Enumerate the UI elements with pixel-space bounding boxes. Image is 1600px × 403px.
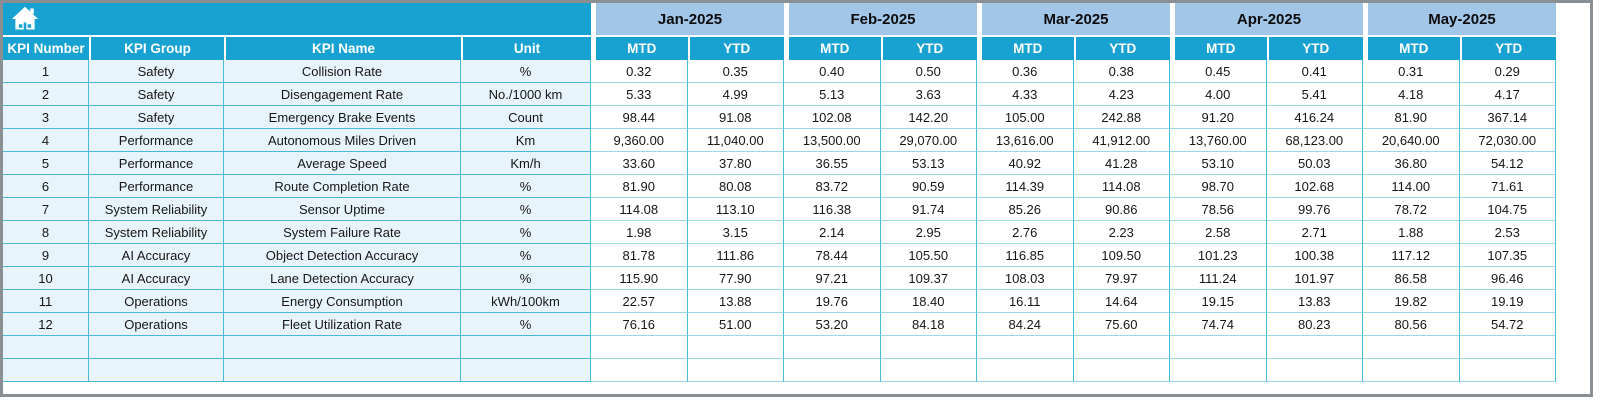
kpi-unit-cell[interactable]: % [461, 244, 591, 267]
value-cell[interactable]: 13,500.00 [784, 129, 881, 152]
kpi-number-header[interactable]: KPI Number [3, 37, 89, 60]
table-row [3, 221, 1556, 244]
value-cell[interactable]: 107.35 [1460, 244, 1557, 267]
corner-header-cell [3, 3, 591, 37]
value-cell[interactable] [784, 336, 881, 359]
kpi-group-cell[interactable]: Performance [89, 129, 224, 152]
value-cell[interactable]: 36.80 [1363, 152, 1460, 175]
value-cell[interactable]: 2.95 [881, 221, 978, 244]
kpi-group-cell[interactable]: Safety [89, 60, 224, 83]
kpi-name-cell[interactable]: Collision Rate [224, 60, 461, 83]
value-cell[interactable]: 13,760.00 [1170, 129, 1267, 152]
value-cell[interactable]: 0.41 [1267, 60, 1364, 83]
kpi-name-header[interactable]: KPI Name [224, 37, 461, 60]
value-cell[interactable]: 74.74 [1170, 313, 1267, 336]
kpi-group-cell[interactable] [89, 359, 224, 382]
mtd-header[interactable]: MTD [784, 37, 881, 60]
value-cell[interactable]: 68,123.00 [1267, 129, 1364, 152]
ytd-header[interactable]: YTD [688, 37, 785, 60]
kpi-group-header[interactable]: KPI Group [89, 37, 224, 60]
value-cell[interactable]: 142.20 [881, 106, 978, 129]
value-cell[interactable]: 97.21 [784, 267, 881, 290]
kpi-group-cell[interactable]: System Reliability [89, 198, 224, 221]
value-cell[interactable] [977, 336, 1074, 359]
kpi-name-cell[interactable]: Fleet Utilization Rate [224, 313, 461, 336]
value-cell[interactable]: 99.76 [1267, 198, 1364, 221]
value-cell[interactable] [591, 359, 688, 382]
value-cell[interactable]: 0.50 [881, 60, 978, 83]
value-cell[interactable]: 1.88 [1363, 221, 1460, 244]
kpi-name-cell[interactable]: Autonomous Miles Driven [224, 129, 461, 152]
value-cell[interactable]: 76.16 [591, 313, 688, 336]
value-cell[interactable]: 91.20 [1170, 106, 1267, 129]
kpi-name-cell[interactable]: Disengagement Rate [224, 83, 461, 106]
kpi-unit-cell[interactable]: kWh/100km [461, 290, 591, 313]
value-cell[interactable]: 109.37 [881, 267, 978, 290]
value-cell[interactable]: 40.92 [977, 152, 1074, 175]
value-cell[interactable]: 102.08 [784, 106, 881, 129]
value-cell[interactable]: 72,030.00 [1460, 129, 1557, 152]
mtd-header[interactable]: MTD [977, 37, 1074, 60]
value-cell[interactable]: 100.38 [1267, 244, 1364, 267]
value-cell[interactable] [881, 359, 978, 382]
value-cell[interactable]: 22.57 [591, 290, 688, 313]
value-cell[interactable]: 81.90 [1363, 106, 1460, 129]
value-cell[interactable]: 104.75 [1460, 198, 1557, 221]
value-cell[interactable]: 98.70 [1170, 175, 1267, 198]
value-cell[interactable]: 90.59 [881, 175, 978, 198]
kpi-group-cell[interactable]: Safety [89, 83, 224, 106]
kpi-unit-cell[interactable]: % [461, 221, 591, 244]
value-cell[interactable]: 1.98 [591, 221, 688, 244]
value-cell[interactable] [1267, 336, 1364, 359]
kpi-name-cell[interactable] [224, 336, 461, 359]
value-cell[interactable]: 416.24 [1267, 106, 1364, 129]
value-cell[interactable]: 114.00 [1363, 175, 1460, 198]
value-cell[interactable]: 53.20 [784, 313, 881, 336]
value-cell[interactable]: 4.17 [1460, 83, 1557, 106]
value-cell[interactable] [591, 336, 688, 359]
value-cell[interactable]: 4.33 [977, 83, 1074, 106]
value-cell[interactable] [1074, 359, 1171, 382]
ytd-header[interactable]: YTD [1267, 37, 1364, 60]
value-cell[interactable]: 19.76 [784, 290, 881, 313]
value-cell[interactable]: 41,912.00 [1074, 129, 1171, 152]
value-cell[interactable]: 0.35 [688, 60, 785, 83]
value-cell[interactable] [1460, 336, 1557, 359]
value-cell[interactable]: 0.31 [1363, 60, 1460, 83]
value-cell[interactable]: 13,616.00 [977, 129, 1074, 152]
value-cell[interactable] [1363, 336, 1460, 359]
value-cell[interactable]: 4.18 [1363, 83, 1460, 106]
value-cell[interactable]: 84.24 [977, 313, 1074, 336]
value-cell[interactable]: 83.72 [784, 175, 881, 198]
kpi-number-cell[interactable]: 1 [3, 60, 89, 83]
kpi-group-cell[interactable]: System Reliability [89, 221, 224, 244]
kpi-number-cell[interactable]: 11 [3, 290, 89, 313]
value-cell[interactable]: 78.72 [1363, 198, 1460, 221]
kpi-number-cell[interactable]: 10 [3, 267, 89, 290]
value-cell[interactable]: 5.13 [784, 83, 881, 106]
kpi-number-cell[interactable]: 4 [3, 129, 89, 152]
kpi-group-cell[interactable]: AI Accuracy [89, 267, 224, 290]
table-row [3, 83, 1556, 106]
value-cell[interactable]: 80.56 [1363, 313, 1460, 336]
value-cell[interactable]: 75.60 [1074, 313, 1171, 336]
value-cell[interactable]: 98.44 [591, 106, 688, 129]
kpi-name-cell[interactable] [224, 359, 461, 382]
value-cell[interactable]: 78.56 [1170, 198, 1267, 221]
kpi-number-cell[interactable] [3, 336, 89, 359]
kpi-unit-cell[interactable]: Count [461, 106, 591, 129]
value-cell[interactable]: 2.71 [1267, 221, 1364, 244]
value-cell[interactable]: 90.86 [1074, 198, 1171, 221]
value-cell[interactable] [688, 336, 785, 359]
kpi-name-cell[interactable]: Lane Detection Accuracy [224, 267, 461, 290]
kpi-number-cell[interactable]: 6 [3, 175, 89, 198]
kpi-name-cell[interactable]: Energy Consumption [224, 290, 461, 313]
value-cell[interactable]: 0.32 [591, 60, 688, 83]
value-cell[interactable]: 114.08 [591, 198, 688, 221]
value-cell[interactable]: 19.15 [1170, 290, 1267, 313]
kpi-unit-cell[interactable]: % [461, 313, 591, 336]
value-cell[interactable]: 36.55 [784, 152, 881, 175]
kpi-number-cell[interactable]: 2 [3, 83, 89, 106]
value-cell[interactable]: 54.12 [1460, 152, 1557, 175]
ytd-header[interactable]: YTD [1074, 37, 1171, 60]
value-cell[interactable]: 91.74 [881, 198, 978, 221]
kpi-number-cell[interactable]: 5 [3, 152, 89, 175]
mtd-header[interactable]: MTD [591, 37, 688, 60]
unit-header[interactable]: Unit [461, 37, 591, 60]
value-cell[interactable] [1363, 359, 1460, 382]
kpi-group-cell[interactable]: Performance [89, 152, 224, 175]
value-cell[interactable]: 11,040.00 [688, 129, 785, 152]
kpi-number-cell[interactable]: 8 [3, 221, 89, 244]
value-cell[interactable] [688, 359, 785, 382]
empty-table-row [3, 359, 1556, 382]
month-header[interactable]: Apr-2025 [1170, 3, 1363, 37]
value-cell[interactable]: 0.29 [1460, 60, 1557, 83]
value-cell[interactable]: 50.03 [1267, 152, 1364, 175]
value-cell[interactable]: 53.10 [1170, 152, 1267, 175]
value-cell[interactable]: 3.15 [688, 221, 785, 244]
value-cell[interactable]: 4.23 [1074, 83, 1171, 106]
kpi-unit-cell[interactable] [461, 336, 591, 359]
value-cell[interactable]: 108.03 [977, 267, 1074, 290]
kpi-name-cell[interactable]: Average Speed [224, 152, 461, 175]
table-row [3, 175, 1556, 198]
value-cell[interactable]: 0.36 [977, 60, 1074, 83]
value-cell[interactable]: 0.38 [1074, 60, 1171, 83]
table-row [3, 290, 1556, 313]
kpi-name-cell[interactable]: Emergency Brake Events [224, 106, 461, 129]
value-cell[interactable]: 2.53 [1460, 221, 1557, 244]
value-cell[interactable]: 2.58 [1170, 221, 1267, 244]
table-row [3, 244, 1556, 267]
value-cell[interactable]: 5.33 [591, 83, 688, 106]
value-cell[interactable]: 37.80 [688, 152, 785, 175]
value-cell[interactable]: 105.00 [977, 106, 1074, 129]
value-cell[interactable] [881, 336, 978, 359]
kpi-group-cell[interactable]: Performance [89, 175, 224, 198]
table-row [3, 129, 1556, 152]
kpi-name-cell[interactable]: System Failure Rate [224, 221, 461, 244]
value-cell[interactable] [1460, 359, 1557, 382]
kpi-number-cell[interactable]: 9 [3, 244, 89, 267]
table-row [3, 267, 1556, 290]
month-header[interactable]: Feb-2025 [784, 3, 977, 37]
table-body [3, 60, 1590, 382]
value-cell[interactable]: 2.76 [977, 221, 1074, 244]
value-cell[interactable]: 81.90 [591, 175, 688, 198]
value-cell[interactable]: 367.14 [1460, 106, 1557, 129]
value-cell[interactable]: 84.18 [881, 313, 978, 336]
column-header-band [3, 37, 1556, 60]
value-cell[interactable]: 2.14 [784, 221, 881, 244]
kpi-number-cell[interactable] [3, 359, 89, 382]
value-cell[interactable] [1170, 359, 1267, 382]
kpi-unit-cell[interactable]: No./1000 km [461, 83, 591, 106]
value-cell[interactable]: 13.83 [1267, 290, 1364, 313]
kpi-group-cell[interactable]: AI Accuracy [89, 244, 224, 267]
value-cell[interactable]: 33.60 [591, 152, 688, 175]
value-cell[interactable]: 102.68 [1267, 175, 1364, 198]
kpi-unit-cell[interactable] [461, 359, 591, 382]
value-cell[interactable]: 0.45 [1170, 60, 1267, 83]
value-cell[interactable]: 101.23 [1170, 244, 1267, 267]
value-cell[interactable]: 80.23 [1267, 313, 1364, 336]
kpi-name-cell[interactable]: Sensor Uptime [224, 198, 461, 221]
home-icon[interactable] [11, 5, 39, 33]
value-cell[interactable]: 54.72 [1460, 313, 1557, 336]
value-cell[interactable] [1074, 336, 1171, 359]
value-cell[interactable]: 113.10 [688, 198, 785, 221]
value-cell[interactable]: 5.41 [1267, 83, 1364, 106]
value-cell[interactable]: 85.26 [977, 198, 1074, 221]
value-cell[interactable]: 41.28 [1074, 152, 1171, 175]
value-cell[interactable]: 79.97 [1074, 267, 1171, 290]
value-cell[interactable]: 80.08 [688, 175, 785, 198]
kpi-name-cell[interactable]: Route Completion Rate [224, 175, 461, 198]
value-cell[interactable] [1170, 336, 1267, 359]
kpi-unit-cell[interactable]: % [461, 198, 591, 221]
value-cell[interactable]: 115.90 [591, 267, 688, 290]
kpi-unit-cell[interactable]: % [461, 60, 591, 83]
month-header-band [3, 3, 1556, 37]
value-cell[interactable]: 14.64 [1074, 290, 1171, 313]
value-cell[interactable]: 77.90 [688, 267, 785, 290]
value-cell[interactable]: 116.38 [784, 198, 881, 221]
ytd-header[interactable]: YTD [881, 37, 978, 60]
table-row [3, 106, 1556, 129]
value-cell[interactable] [977, 359, 1074, 382]
month-header[interactable]: Jan-2025 [591, 3, 784, 37]
value-cell[interactable]: 0.40 [784, 60, 881, 83]
ytd-header[interactable]: YTD [1460, 37, 1557, 60]
value-cell[interactable]: 78.44 [784, 244, 881, 267]
value-cell[interactable]: 4.00 [1170, 83, 1267, 106]
empty-table-row [3, 336, 1556, 359]
kpi-unit-cell[interactable]: % [461, 175, 591, 198]
value-cell[interactable]: 111.24 [1170, 267, 1267, 290]
value-cell[interactable]: 109.50 [1074, 244, 1171, 267]
value-cell[interactable]: 53.13 [881, 152, 978, 175]
value-cell[interactable]: 81.78 [591, 244, 688, 267]
value-cell[interactable]: 71.61 [1460, 175, 1557, 198]
kpi-unit-cell[interactable]: % [461, 267, 591, 290]
value-cell[interactable]: 117.12 [1363, 244, 1460, 267]
kpi-unit-cell[interactable]: Km/h [461, 152, 591, 175]
value-cell[interactable]: 3.63 [881, 83, 978, 106]
mtd-header[interactable]: MTD [1363, 37, 1460, 60]
kpi-group-cell[interactable] [89, 336, 224, 359]
table-row [3, 152, 1556, 175]
value-cell[interactable]: 19.82 [1363, 290, 1460, 313]
value-cell[interactable]: 18.40 [881, 290, 978, 313]
value-cell[interactable]: 114.08 [1074, 175, 1171, 198]
kpi-number-cell[interactable]: 12 [3, 313, 89, 336]
mtd-header[interactable]: MTD [1170, 37, 1267, 60]
value-cell[interactable]: 242.88 [1074, 106, 1171, 129]
kpi-number-cell[interactable]: 7 [3, 198, 89, 221]
month-header[interactable]: May-2025 [1363, 3, 1556, 37]
value-cell[interactable] [1267, 359, 1364, 382]
value-cell[interactable]: 116.85 [977, 244, 1074, 267]
value-cell[interactable]: 86.58 [1363, 267, 1460, 290]
kpi-group-cell[interactable]: Operations [89, 290, 224, 313]
value-cell[interactable] [784, 359, 881, 382]
value-cell[interactable]: 51.00 [688, 313, 785, 336]
kpi-unit-cell[interactable]: Km [461, 129, 591, 152]
value-cell[interactable]: 9,360.00 [591, 129, 688, 152]
value-cell[interactable]: 29,070.00 [881, 129, 978, 152]
table-row [3, 60, 1556, 83]
table-row [3, 313, 1556, 336]
value-cell[interactable]: 19.19 [1460, 290, 1557, 313]
value-cell[interactable]: 91.08 [688, 106, 785, 129]
kpi-group-cell[interactable]: Operations [89, 313, 224, 336]
month-header[interactable]: Mar-2025 [977, 3, 1170, 37]
value-cell[interactable]: 96.46 [1460, 267, 1557, 290]
kpi-group-cell[interactable]: Safety [89, 106, 224, 129]
kpi-name-cell[interactable]: Object Detection Accuracy [224, 244, 461, 267]
value-cell[interactable]: 20,640.00 [1363, 129, 1460, 152]
value-cell[interactable]: 13.88 [688, 290, 785, 313]
kpi-number-cell[interactable]: 3 [3, 106, 89, 129]
value-cell[interactable]: 4.99 [688, 83, 785, 106]
value-cell[interactable]: 105.50 [881, 244, 978, 267]
value-cell[interactable]: 16.11 [977, 290, 1074, 313]
value-cell[interactable]: 114.39 [977, 175, 1074, 198]
value-cell[interactable]: 2.23 [1074, 221, 1171, 244]
value-cell[interactable]: 111.86 [688, 244, 785, 267]
value-cell[interactable]: 101.97 [1267, 267, 1364, 290]
table-row [3, 198, 1556, 221]
